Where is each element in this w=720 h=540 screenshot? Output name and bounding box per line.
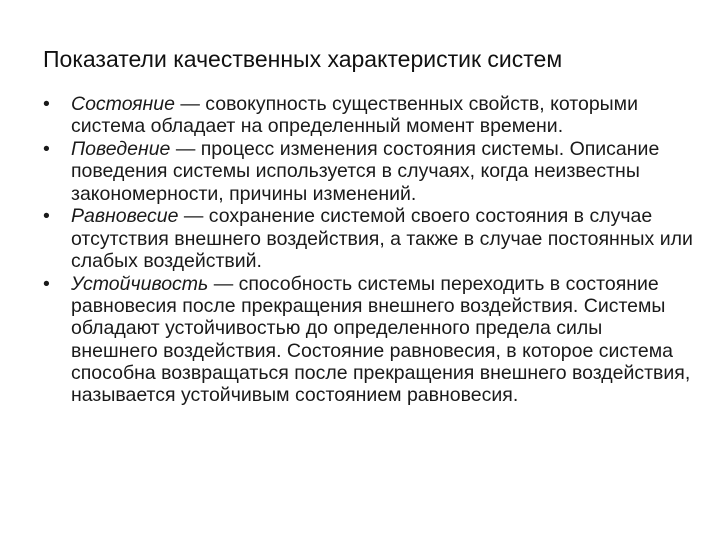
term-equilibrium: Равновесие	[71, 205, 179, 228]
bullet-icon: •	[43, 272, 50, 295]
term-stability: Устойчивость	[71, 272, 209, 295]
list-item-stability	[43, 273, 693, 407]
list-item-state	[43, 93, 693, 138]
definition-behavior: — процесс изменения состояния системы. Описание поведения системы используется в случаях, когда неизвестны закономерности, причины изменений.	[71, 138, 660, 205]
list-item-behavior	[43, 138, 693, 205]
bullet-icon: •	[43, 205, 50, 228]
term-behavior: Поведение	[71, 138, 171, 161]
term-state: Состояние	[71, 93, 175, 115]
slide-title: Показатели качественных характеристик систем	[43, 46, 563, 72]
definition-stability: — способность системы переходить в состояние равновесия после прекращения внешнего воздействия. Системы обладают устойчивостью до определенного предела силы внешнего воздействия. Состояние равновесия, в которое система способна возвращаться после прекращения внешнего воздействия, называется устойчивым состоянием равновесия.	[71, 272, 691, 407]
bullet-icon: •	[43, 138, 50, 161]
definition-state: — совокупность существенных свойств, которыми система обладает на определенный момент времени.	[71, 93, 638, 138]
bullet-list	[43, 93, 693, 407]
bullet-icon: •	[43, 93, 50, 115]
definition-equilibrium: — сохранение системой своего состояния в случае отсутствия внешнего воздействия, а также в случае постоянных или слабых воздействий.	[71, 205, 693, 273]
list-item-equilibrium	[43, 205, 693, 272]
